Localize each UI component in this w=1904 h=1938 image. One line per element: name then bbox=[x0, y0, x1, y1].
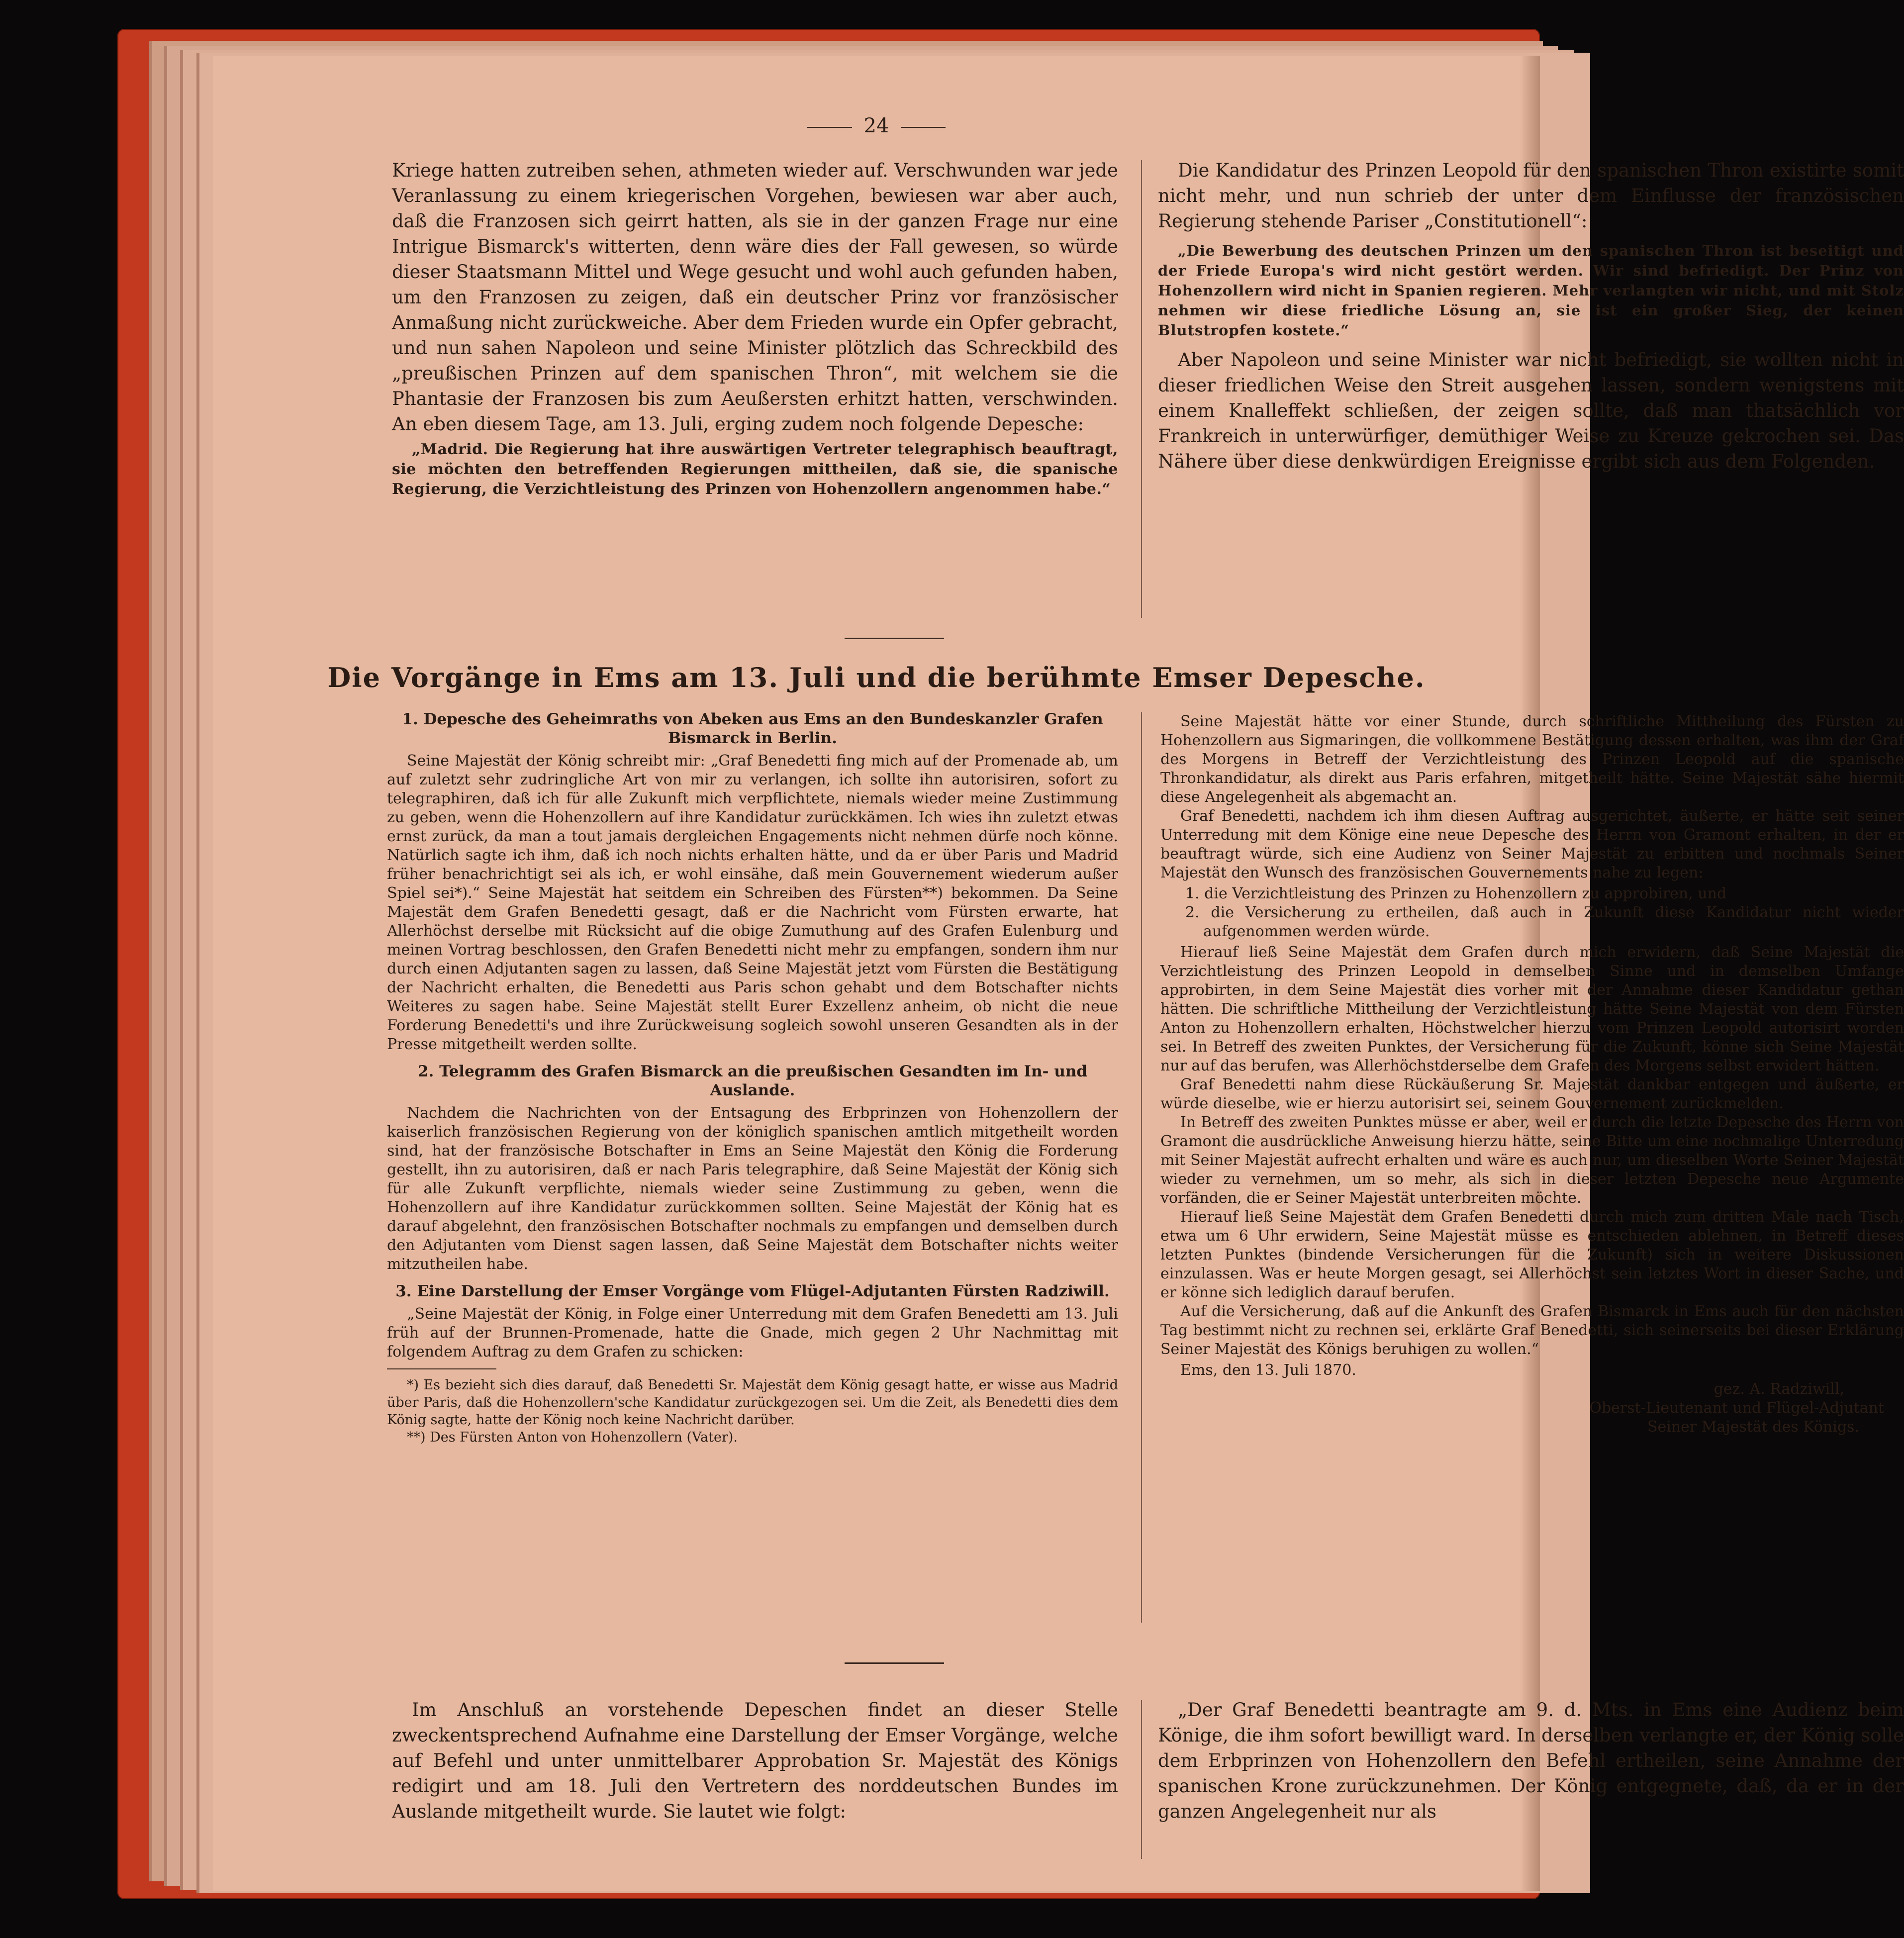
mid-left-column bbox=[387, 710, 1118, 1446]
radziwill-p1: Seine Majestät hätte vor einer Stunde, durch schriftliche Mittheilung des Fürsten zu Hohenzollern aus Sigmaringen, die vollkommene Bestätigung dessen erhalten, was ihm der Graf des Morgens in Betreff der Verzichtleistung des Prinzen Leopold auf die spanische Thronkandidatur, als direkt aus Paris erfahren, mitgetheilt hätte. Seine Majestät sähe hiermit diese Angelegenheit als abgemacht an. bbox=[1160, 713, 1904, 806]
column-divider bbox=[1141, 712, 1142, 1623]
list-item: 2. die Versicherung zu ertheilen, daß auch in Zukunft diese Kandidatur nicht wieder aufgenommen werden würde. bbox=[1185, 904, 1904, 940]
section-divider bbox=[845, 1662, 944, 1664]
top-left-column bbox=[392, 158, 1118, 499]
bismarck-telegram-text: Nachdem die Nachrichten von der Entsagung des Erbprinzen von Hohenzollern der kaiserlich französischen Regierung von der königlich spanischen amtlich mitgetheilt worden sind, hat der französische Botschafter in Ems an Seine Majestät den König die Forderung gestellt, ihn zu autorisiren, daß er nach Paris telegraphire, daß Seine Majestät der König sich für alle Zukunft verpflichte, niemals wieder seine Zustimmung zu geben, wenn die Hohenzollern auf ihre Kandidatur zurückkommen sollten. Seine Majestät der König hat es darauf abgelehnt, den französischen Botschafter nochmals zu empfangen und demselben durch den Adjutanten vom Dienst sagen lassen, daß Seine Majestät dem Botschafter nichts weiter mitzutheilen habe. bbox=[387, 1104, 1118, 1273]
radziwill-p3: Hierauf ließ Seine Majestät dem Grafen durch mich erwidern, daß Seine Majestät die Verzichtleistung des Prinzen Leopold in demselben Sinne und in demselben Umfange approbirten, in dem Seine Majestät dies vorher mit der Annahme dieser Kandidatur gethan hätten. Die schriftliche Mittheilung der Verzichtleistung hätte Seine Majestät von dem Fürsten Anton zu Hohenzollern erhalten, Höchstwelcher hierzu vom Prinzen Leopold autorisirt worden sei. In Betreff des zweiten Punktes, der Versicherung für die Zukunft, könne sich Seine Majestät nur auf das berufen, was Allerhöchstderselbe dem Grafen des Morgens selbst erwidert hätten. bbox=[1160, 944, 1904, 1074]
top-left-text: Kriege hatten zutreiben sehen, athmeten wieder auf. Verschwunden war jede Veranlassung zu einem kriegerischen Vorgehen, bewiesen war aber auch, daß die Franzosen sich geirrt hatten, als sie in der ganzen Frage nur eine Intrigue Bismarck's witterten, denn wäre dies der Fall gewesen, so würde dieser Staatsmann Mittel und Wege gesucht und wohl auch gefunden haben, um den Franzosen zu zeigen, daß ein deutscher Prinz vor französischer Anmaßung nicht zurückweiche. Aber dem Frieden wurde ein Opfer gebracht, und nun sahen Napoleon und seine Minister plötzlich das Schreckbild des „preußischen Prinzen auf dem spanischen Thron“, mit welchem sie die Phantasie der Franzosen bis zum Aeußersten erhitzt hatten, verschwinden. An eben diesem Tage, am 13. Juli, erging zudem noch folgende Depesche: bbox=[392, 160, 1118, 435]
top-right-text-1: Die Kandidatur des Prinzen Leopold für den spanischen Thron existirte somit nicht mehr, und nun schrieb der unter dem Einflusse der französischen Regierung stehende Pariser „Constitutionell“: bbox=[1158, 160, 1904, 232]
abeken-dispatch-text: Seine Majestät der König schreibt mir: „Graf Benedetti fing mich auf der Promenade ab, um auf zuletzt sehr zudringliche Art von mir zu verlangen, ich sollte ihn autorisiren, sofort zu telegraphiren, daß ich für alle Zukunft mich verpflichtete, niemals wieder meine Zustimmung zu geben, wenn die Hohenzollern auf ihre Kandidatur zurückkämen. Ich wies ihn zuletzt etwas ernst zurück, da man a tout jamais dergleichen Engagements nicht nehmen dürfe noch könne. Natürlich sagte ich ihm, daß ich noch nichts erhalten hätte, und da er über Paris und Madrid früher benachrichtigt sei als ich, er wohl einsähe, daß mein Gouvernement wiederum außer Spiel sei*).“ Seine Majestät hat seitdem ein Schreiben des Fürsten**) bekommen. Da Seine Majestät dem Grafen Benedetti gesagt, daß er die Nachricht vom Fürsten erwarte, hat Allerhöchst derselbe mit Rücksicht auf die obige Zumuthung auf des Grafen Eulenburg und meinen Vortrag beschlossen, den Grafen Benedetti nicht mehr zu empfangen, sondern ihm nur durch einen Adjutanten sagen zu lassen, daß Seine Majestät jetzt vom Fürsten die Bestätigung der Nachricht erhalten, die Benedetti aus Paris schon gehabt und dem Botschafter nichts Weiteres zu sagen habe. Seine Majestät stellt Eurer Exzellenz anheim, ob nicht die neue Forderung Benedetti's und ihre Zurückweisung sogleich sowohl unseren Gesandten als in der Presse mitgetheilt werden sollte. bbox=[387, 752, 1118, 1053]
column-divider bbox=[1141, 1700, 1142, 1859]
list-item: 1. die Verzichtleistung des Prinzen zu Hohenzollern zu approbiren, und bbox=[1185, 885, 1727, 902]
constitutionnel-quote: „Die Bewerbung des deutschen Prinzen um den spanischen Thron ist beseitigt und der Friede Europa's wird nicht gestört werden. Wir sind befriedigt. Der Prinz von Hohenzollern wird nicht in Spanien regieren. Mehr verlangten wir nicht, und mit Stolz nehmen wir diese friedliche Lösung an, sie ist ein großer Sieg, der keinen Blutstropfen kostete.“ bbox=[1158, 242, 1904, 339]
section-divider bbox=[845, 638, 944, 639]
demands-list bbox=[1185, 884, 1904, 941]
bottom-left-column bbox=[392, 1697, 1118, 1824]
footnote-1: *) Es bezieht sich dies darauf, daß Benedetti Sr. Majestät dem König gesagt hatte, er wisse aus Madrid über Paris, daß die Hohenzollern'sche Kandidatur zurückgezogen sei. Um die Zeit, als Benedetti dies dem König sagte, hatte der König noch keine Nachricht darüber. bbox=[387, 1377, 1118, 1428]
section-title: Die Vorgänge in Ems am 13. Juli und die berühmte Emser Depesche. bbox=[327, 662, 1426, 693]
place-date: Ems, den 13. Juli 1870. bbox=[1180, 1361, 1356, 1379]
top-right-column bbox=[1158, 158, 1904, 474]
heading-bismarck-telegram: 2. Telegramm des Grafen Bismarck an die preußischen Gesandten im In- und Auslande. bbox=[417, 1063, 1088, 1099]
heading-abeken-dispatch: 1. Depesche des Geheimraths von Abeken aus Ems an den Bundeskanzler Grafen Bismarck in Berlin. bbox=[402, 710, 1103, 747]
signature-rank: Oberst-Lieutenant und Flügel-Adjutant bbox=[1589, 1399, 1884, 1417]
radziwill-p7: Auf die Versicherung, daß auf die Ankunft des Grafen Bismarck in Ems auch für den nächsten Tag bestimmt nicht zu rechnen sei, erklärte Graf Benedetti, sich seinerseits bei dieser Erklärung Seiner Majestät des Königs beruhigen zu wollen.“ bbox=[1160, 1303, 1904, 1358]
document-page bbox=[213, 56, 1904, 1891]
bottom-right-column bbox=[1158, 1697, 1904, 1824]
signature-name: gez. A. Radziwill, bbox=[1714, 1380, 1844, 1398]
footnote-2: **) Des Fürsten Anton von Hohenzollern (Vater). bbox=[407, 1430, 738, 1445]
column-divider bbox=[1141, 160, 1142, 618]
signature-office: Seiner Majestät des Königs. bbox=[1647, 1418, 1859, 1436]
radziwill-p6: Hierauf ließ Seine Majestät dem Grafen Benedetti durch mich zum dritten Male nach Tisch, etwa um 6 Uhr erwidern, Seine Majestät müsse es entschieden ablehnen, in Betreff dieses letzten Punktes (bindende Versicherungen für die Zukunft) sich in weitere Diskussionen einzulassen. Was er heute Morgen gesagt, sei Allerhöchst sein letztes Wort in dieser Sache, und er könne sich lediglich darauf berufen. bbox=[1160, 1208, 1904, 1301]
radziwill-p5: In Betreff des zweiten Punktes müsse er aber, weil er durch die letzte Depesche des Herrn von Gramont die ausdrückliche Anweisung hierzu hätte, seine Bitte um eine nochmalige Unterredung mit Seiner Majestät aufrecht erhalten und wäre es auch nur, um dieselben Worte Seiner Majestät wieder zu vernehmen, um so mehr, als sich in dieser letzten Depesche neue Argumente vorfänden, die er Seiner Majestät unterbreiten möchte. bbox=[1160, 1114, 1904, 1207]
footnote-rule bbox=[387, 1368, 496, 1369]
heading-radziwill-account: 3. Eine Darstellung der Emser Vorgänge vom Flügel-Adjutanten Fürsten Radziwill. bbox=[395, 1282, 1110, 1300]
bottom-left-text: Im Anschluß an vorstehende Depeschen findet an dieser Stelle zweckentsprechend Aufnahme eine Darstellung der Emser Vorgänge, welche auf Befehl und unter unmittelbarer Approbation Sr. Majestät des Königs redigirt und am 18. Juli den Vertretern des norddeutschen Bundes im Auslande mitgetheilt wurde. Sie lautet wie folgt: bbox=[392, 1699, 1118, 1822]
radziwill-p2: Graf Benedetti, nachdem ich ihm diesen Auftrag ausgerichtet, äußerte, er hätte seit seiner Unterredung mit dem Könige eine neue Depesche des Herrn von Gramont erhalten, in der er beauftragt würde, sich eine Audienz von Seiner Majestät zu erbitten und nochmals Seiner Majestät den Wunsch des französischen Gouvernements nahe zu legen: bbox=[1160, 807, 1904, 881]
page-number: 24 bbox=[213, 114, 1540, 137]
bottom-right-text: „Der Graf Benedetti beantragte am 9. d. Mts. in Ems eine Audienz beim Könige, die ihm sofort bewilligt ward. In derselben verlangte er, der König solle dem Erbprinzen von Hohenzollern den Befehl ertheilen, seine Annahme der spanischen Krone zurückzunehmen. Der König entgegnete, daß, da er in der ganzen Angelegenheit nur als bbox=[1158, 1699, 1904, 1822]
top-right-text-2: Aber Napoleon und seine Minister war nicht befriedigt, sie wollten nicht in dieser friedlichen Weise den Streit ausgehen lassen, sondern wenigstens mit einem Knalleffekt schließen, der zeigen sollte, daß man thatsächlich vor Frankreich in unterwürfiger, demüthiger Weise zu Kreuze gekrochen sei. Das Nähere über diese denkwürdigen Ereignisse ergibt sich aus dem Folgenden. bbox=[1158, 349, 1904, 472]
mid-right-column bbox=[1160, 712, 1904, 1437]
radziwill-p4: Graf Benedetti nahm diese Rückäußerung Sr. Majestät dankbar entgegen und äußerte, er würde dieselbe, wie er hierzu autorisirt sei, seinem Gouvernement zurückmelden. bbox=[1160, 1076, 1904, 1112]
madrid-dispatch-quote: „Madrid. Die Regierung hat ihre auswärtigen Vertreter telegraphisch beauftragt, sie möchten den betreffenden Regierungen mittheilen, daß sie, die spanische Regierung, die Verzichtleistung des Prinzen von Hohenzollern angenommen habe.“ bbox=[392, 441, 1118, 498]
radziwill-account-intro: „Seine Majestät der König, in Folge einer Unterredung mit dem Grafen Benedetti am 13. Juli früh auf der Brunnen-Promenade, hatte die Gnade, mich gegen 2 Uhr Nachmittag mit folgendem Auftrag zu dem Grafen zu schicken: bbox=[387, 1305, 1118, 1360]
